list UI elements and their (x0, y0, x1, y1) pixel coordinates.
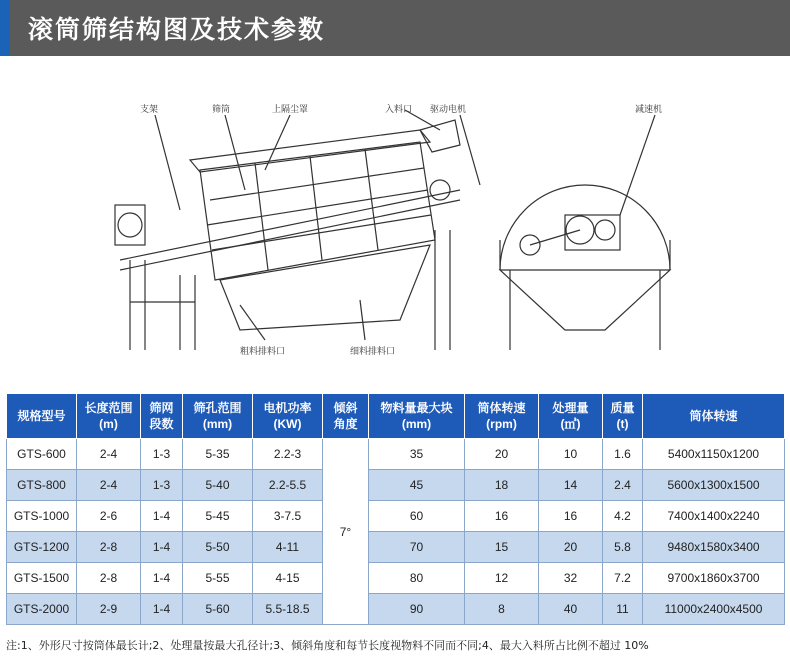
table-row (7, 470, 785, 501)
table-cell: 2.4 (603, 470, 643, 501)
table-cell: GTS-1200 (7, 532, 77, 563)
table-cell: GTS-600 (7, 439, 77, 470)
table-cell: 4.2 (603, 501, 643, 532)
table-cell: 1.6 (603, 439, 643, 470)
label-screen-drum: 筛筒 (212, 105, 231, 115)
table-cell: 45 (369, 470, 465, 501)
table-cell: 2-9 (77, 594, 141, 625)
table-cell: 1-4 (141, 563, 183, 594)
table-header-cell: 筛孔范围 (mm) (183, 394, 253, 439)
table-cell: 7.2 (603, 563, 643, 594)
table-cell: 1-4 (141, 594, 183, 625)
table-cell: 11000x2400x4500 (643, 594, 785, 625)
dust-cover (190, 130, 430, 172)
table-cell: GTS-1000 (7, 501, 77, 532)
table-cell: 18 (465, 470, 539, 501)
footnote: 注:1、外形尺寸按筒体最长计;2、处理量按最大孔径计;3、倾斜角度和每节长度视物料不同而不同;4、最大入料所占比例不超过 10% (6, 639, 649, 652)
table-cell: 5.5-18.5 (253, 594, 323, 625)
table-header-cell: 筒体转速 (643, 394, 785, 439)
table-cell: 90 (369, 594, 465, 625)
bearing (430, 180, 450, 200)
table-row (7, 594, 785, 625)
table-cell: 10 (539, 439, 603, 470)
table-cell: 2-4 (77, 439, 141, 470)
table-cell: 2-8 (77, 563, 141, 594)
outlet-hopper (220, 245, 430, 330)
table-header-cell: 长度范围 (m) (77, 394, 141, 439)
table-cell: 2-8 (77, 532, 141, 563)
table-cell: 8 (465, 594, 539, 625)
end-hopper (500, 270, 670, 330)
structure-diagram (60, 90, 760, 380)
table-row (7, 563, 785, 594)
label-support: 支架 (140, 105, 159, 115)
table-cell: 5-60 (183, 594, 253, 625)
table-cell: 16 (539, 501, 603, 532)
table-header-cell: 物料量最大块 (mm) (369, 394, 465, 439)
table-cell: 1-4 (141, 501, 183, 532)
table-header-cell: 质量 (t) (603, 394, 643, 439)
banner-accent-bar (0, 0, 10, 56)
table-header-cell: 筒体转速 (rpm) (465, 394, 539, 439)
label-inlet: 入料口 (385, 105, 413, 115)
table-cell: 7400x1400x2240 (643, 501, 785, 532)
table-cell: 5-40 (183, 470, 253, 501)
table-cell: GTS-2000 (7, 594, 77, 625)
table-cell: 2.2-3 (253, 439, 323, 470)
table-cell: 5-35 (183, 439, 253, 470)
table-cell: 1-3 (141, 470, 183, 501)
table-header-cell: 倾斜 角度 (323, 394, 369, 439)
table-cell: 5600x1300x1500 (643, 470, 785, 501)
spec-table (6, 393, 785, 625)
table-cell: 5400x1150x1200 (643, 439, 785, 470)
section-title: 滚筒筛结构图及技术参数 (28, 15, 326, 44)
table-cell: 5-45 (183, 501, 253, 532)
table-header-cell: 筛网 段数 (141, 394, 183, 439)
table-header-row (7, 394, 785, 439)
label-motor: 驱动电机 (430, 105, 467, 115)
table-cell: 15 (465, 532, 539, 563)
table-cell: 80 (369, 563, 465, 594)
table-cell: 35 (369, 439, 465, 470)
section-banner (0, 0, 790, 56)
reducer-box (115, 205, 145, 245)
table-cell: 16 (465, 501, 539, 532)
label-cover: 上隔尘罩 (272, 105, 309, 115)
table-cell: 5-50 (183, 532, 253, 563)
tilt-angle-cell: 7° (323, 439, 369, 625)
table-cell: 70 (369, 532, 465, 563)
table-cell: 2.2-5.5 (253, 470, 323, 501)
table-cell: 5.8 (603, 532, 643, 563)
inlet-hopper (420, 120, 460, 152)
table-cell: 5-55 (183, 563, 253, 594)
table-cell: 4-11 (253, 532, 323, 563)
table-cell: 11 (603, 594, 643, 625)
table-body (7, 439, 785, 625)
table-row (7, 501, 785, 532)
label-coarse-outlet: 粗料排料口 (240, 347, 286, 357)
table-cell: 60 (369, 501, 465, 532)
table-cell: 32 (539, 563, 603, 594)
table-cell: 2-4 (77, 470, 141, 501)
table-cell: 9480x1580x3400 (643, 532, 785, 563)
label-fine-outlet: 细料排料口 (350, 347, 396, 357)
table-header-cell: 处理量 (㎥) (539, 394, 603, 439)
table-cell: 1-4 (141, 532, 183, 563)
drum-end-arc (500, 185, 670, 270)
table-cell: 3-7.5 (253, 501, 323, 532)
table-header-cell: 规格型号 (7, 394, 77, 439)
table-cell: 12 (465, 563, 539, 594)
table-cell: GTS-1500 (7, 563, 77, 594)
table-header-cell: 电机功率 (KW) (253, 394, 323, 439)
table-cell: 1-3 (141, 439, 183, 470)
table-cell: 40 (539, 594, 603, 625)
table-cell: 4-15 (253, 563, 323, 594)
drum-screen-drawing (60, 90, 760, 380)
table-cell: 2-6 (77, 501, 141, 532)
screen-drum (200, 142, 435, 280)
table-cell: 14 (539, 470, 603, 501)
table-row (7, 532, 785, 563)
table-cell: 20 (539, 532, 603, 563)
table-row (7, 439, 785, 470)
table-cell: 20 (465, 439, 539, 470)
label-reducer: 减速机 (635, 105, 663, 115)
table-cell: GTS-800 (7, 470, 77, 501)
table-cell: 9700x1860x3700 (643, 563, 785, 594)
